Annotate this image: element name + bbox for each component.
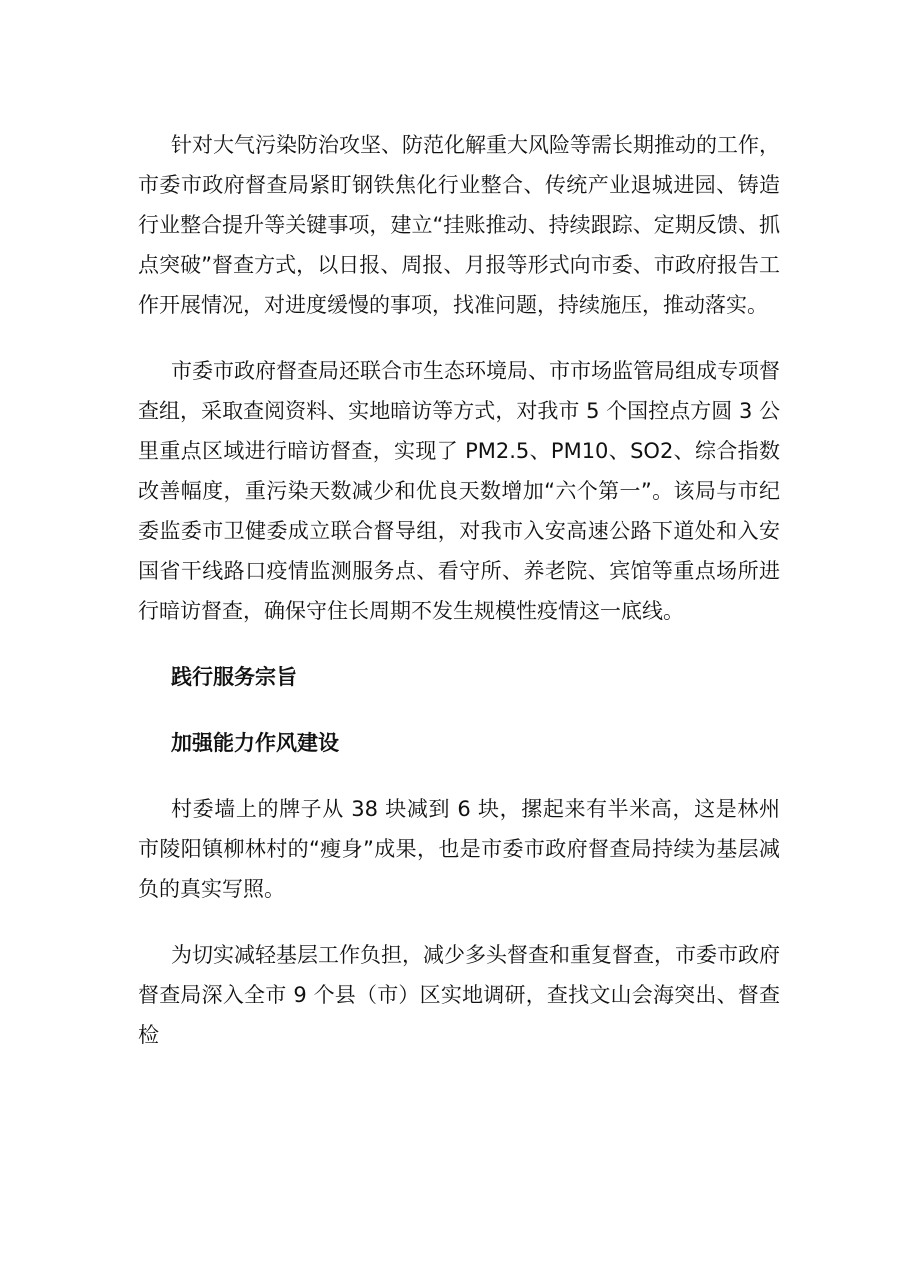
paragraph-air-pollution-supervision: 针对大气污染防治攻坚、防范化解重大风险等需长期推动的工作，市委市政府督查局紧盯钢铁焦化行业整合、传统产业退城进园、铸造行业整合提升等关键事项，建立“挂账推动、持续跟踪、定期反馈、抓点突破”督查方式，以日报、周报、月报等形式向市委、市政府报告工作开展情况，对进度缓慢的事项，找准问题，持续施压，推动落实。 [138, 133, 780, 317]
paragraph-village-signs: 村委墙上的牌子从 38 块减到 6 块，摞起来有半米高，这是林州市陵阳镇柳林村的“瘦身”成果，也是市委市政府督查局持续为基层减负的真实写照。 [138, 797, 780, 901]
document-body [138, 125, 780, 1081]
section-heading-capability: 加强能力作风建设 [171, 731, 339, 755]
paragraph-joint-inspection: 市委市政府督查局还联合市生态环境局、市市场监管局组成专项督查组，采取查阅资料、实地暗访等方式，对我市 5 个国控点方圆 3 公里重点区域进行暗访督查，实现了 PM2.5、PM10、SO2、综合指数改善幅度，重污染天数减少和优良天数增加“六个第一”。该局与市纪委监委市卫健委成立联合督导组，对我市入安高速公路下道处和入安国省干线路口疫情监测服务点、看守所、养老院、宾馆等重点场所进行暗访督查，确保守住长周期不发生规模性疫情这一底线。 [138, 359, 780, 623]
section-heading-service: 践行服务宗旨 [171, 665, 297, 689]
paragraph-burden-reduction: 为切实减轻基层工作负担，减少多头督查和重复督查，市委市政府督查局深入全市 9 个县（市）区实地调研，查找文山会海突出、督查检 [138, 943, 780, 1047]
